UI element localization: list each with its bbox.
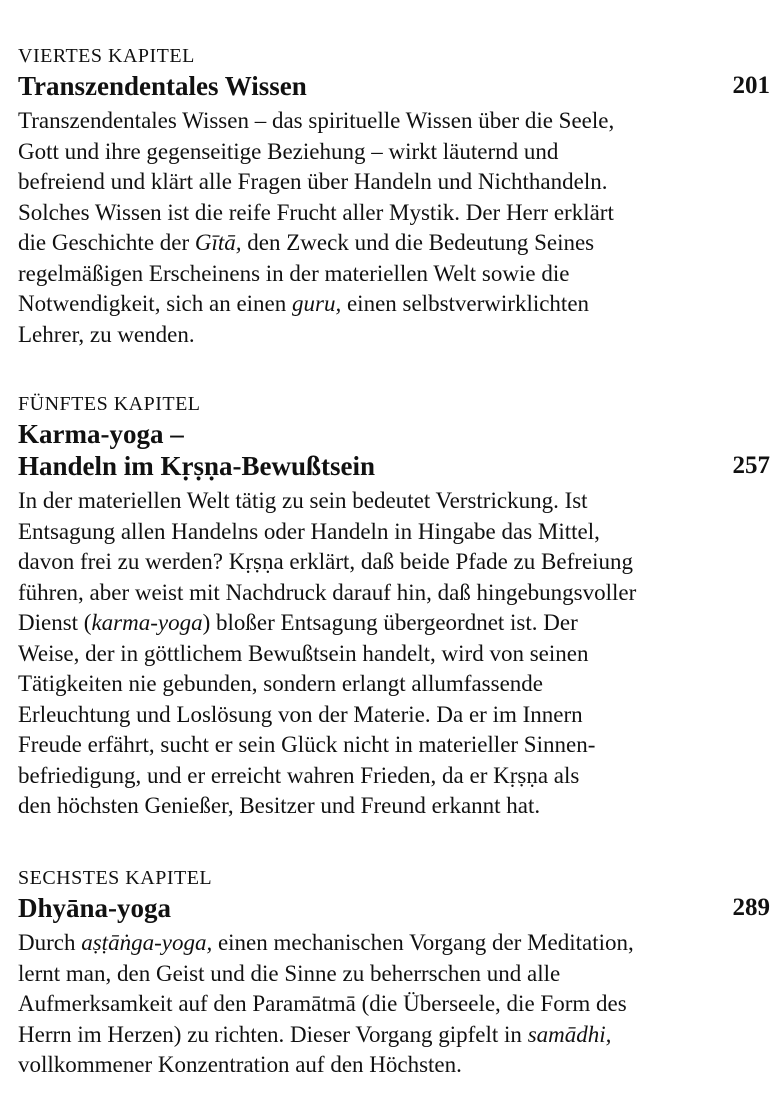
- summary-line: [18, 517, 770, 548]
- text-segment: befreiend und klärt alle Fragen über Handeln und Nichthandeln.: [18, 169, 608, 194]
- summary-line: [18, 106, 770, 137]
- text-segment: Entsagung allen Handelns oder Handeln in Hingabe das Mittel,: [18, 518, 600, 544]
- italic-term: karma-yoga: [91, 610, 203, 635]
- chapter-title-line: Transzendentales Wissen: [18, 71, 307, 101]
- summary-line: [18, 289, 770, 320]
- summary-line: [18, 547, 770, 578]
- text-segment: regelmäßigen Erscheinens in der materiellen Welt sowie die: [18, 260, 570, 286]
- text-segment: einen mechanischen Vorgang der Meditation,: [212, 930, 634, 955]
- summary-line: [18, 989, 770, 1020]
- chapter-5: [18, 390, 770, 822]
- text-segment: Transzendentales Wissen – das spirituelle Wissen über die Seele,: [18, 108, 615, 133]
- summary-line: [18, 700, 770, 731]
- text-segment: Weise, der in göttlichem Bewußtsein handelt, wird von seinen: [18, 640, 589, 666]
- chapter-title-line: Dhyāna-yoga: [18, 893, 172, 923]
- text-segment: den höchsten Genießer, Besitzer und Freund erkannt hat.: [18, 793, 541, 818]
- text-segment: Freude erfährt, sucht er sein Glück nicht in materieller Sinnen-: [18, 732, 596, 757]
- chapter-label: FÜNFTES KAPITEL: [18, 393, 201, 415]
- summary-line: [18, 1050, 770, 1081]
- chapter-summary: [18, 486, 770, 822]
- chapter-title-line: Karma-yoga –: [18, 419, 184, 449]
- summary-line: [18, 669, 770, 700]
- page-number: 257: [732, 452, 770, 479]
- summary-line: [18, 167, 770, 198]
- text-segment: ) bloßer Entsagung übergeordnet ist. Der: [202, 610, 578, 635]
- summary-line: [18, 228, 770, 259]
- text-segment: befriedigung, und er erreicht wahren Frieden, da er Kṛṣṇa als: [18, 762, 580, 788]
- text-segment: Solches Wissen ist die reife Frucht aller Mystik. Der Herr erklärt: [18, 199, 614, 225]
- chapter-label: SECHSTES KAPITEL: [18, 867, 213, 889]
- text-segment: davon frei zu werden? Kṛṣṇa erklärt, daß beide Pfade zu Befreiung: [18, 549, 633, 574]
- text-segment: Lehrer, zu wenden.: [18, 321, 195, 347]
- chapter-title: [18, 892, 770, 924]
- chapter-summary: [18, 106, 770, 350]
- chapter-4: [18, 42, 770, 350]
- text-segment: lernt man, den Geist und die Sinne zu beherrschen und alle: [18, 960, 561, 986]
- text-segment: vollkommener Konzentration auf den Höchsten.: [18, 1052, 462, 1077]
- chapter-6: [18, 864, 770, 1081]
- summary-line: [18, 959, 770, 990]
- page-number: 289: [732, 894, 770, 921]
- text-segment: Erleuchtung und Loslösung von der Materie. Da er im Innern: [18, 701, 583, 727]
- chapter-summary: [18, 928, 770, 1081]
- summary-line: [18, 578, 770, 609]
- chapter-title: [18, 418, 770, 482]
- summary-line: [18, 639, 770, 670]
- summary-line: [18, 137, 770, 168]
- summary-line: [18, 198, 770, 229]
- italic-term: Gītā,: [194, 230, 242, 255]
- text-segment: Tätigkeiten nie gebunden, sondern erlangt allumfassende: [18, 671, 543, 696]
- summary-line: [18, 791, 770, 822]
- summary-line: [18, 259, 770, 290]
- chapter-label: VIERTES KAPITEL: [18, 45, 195, 67]
- text-segment: Herrn im Herzen) zu richten. Dieser Vorgang gipfelt in: [18, 1021, 528, 1047]
- text-segment: die Geschichte der: [18, 230, 195, 255]
- page-number: 201: [732, 72, 770, 99]
- text-segment: In der materiellen Welt tätig zu sein bedeutet Verstrickung. Ist: [18, 488, 588, 513]
- text-segment: führen, aber weist mit Nachdruck darauf hin, daß hingebungsvoller: [18, 579, 637, 605]
- text-segment: Gott und ihre gegenseitige Beziehung – wirkt läuternd und: [18, 138, 559, 164]
- text-segment: einen selbstverwirklichten: [341, 291, 590, 316]
- summary-line: [18, 320, 770, 351]
- summary-line: [18, 761, 770, 792]
- text-segment: den Zweck und die Bedeutung Seines: [241, 230, 595, 255]
- text-segment: Notwendigkeit, sich an einen: [18, 291, 293, 316]
- summary-line: [18, 608, 770, 639]
- summary-line: [18, 730, 770, 761]
- italic-term: aṣṭāṅga-yoga,: [81, 930, 213, 955]
- chapter-title: [18, 70, 770, 102]
- summary-line: [18, 1020, 770, 1051]
- text-segment: Aufmerksamkeit auf den Paramātmā (die Überseele, die Form des: [18, 991, 627, 1016]
- italic-term: samādhi,: [527, 1021, 612, 1047]
- italic-term: guru,: [292, 291, 342, 316]
- text-segment: Durch: [18, 930, 82, 955]
- chapter-title-line: Handeln im Kṛṣṇa-Bewußtsein: [18, 451, 376, 481]
- summary-line: [18, 486, 770, 517]
- text-segment: Dienst (: [18, 610, 92, 635]
- summary-line: [18, 928, 770, 959]
